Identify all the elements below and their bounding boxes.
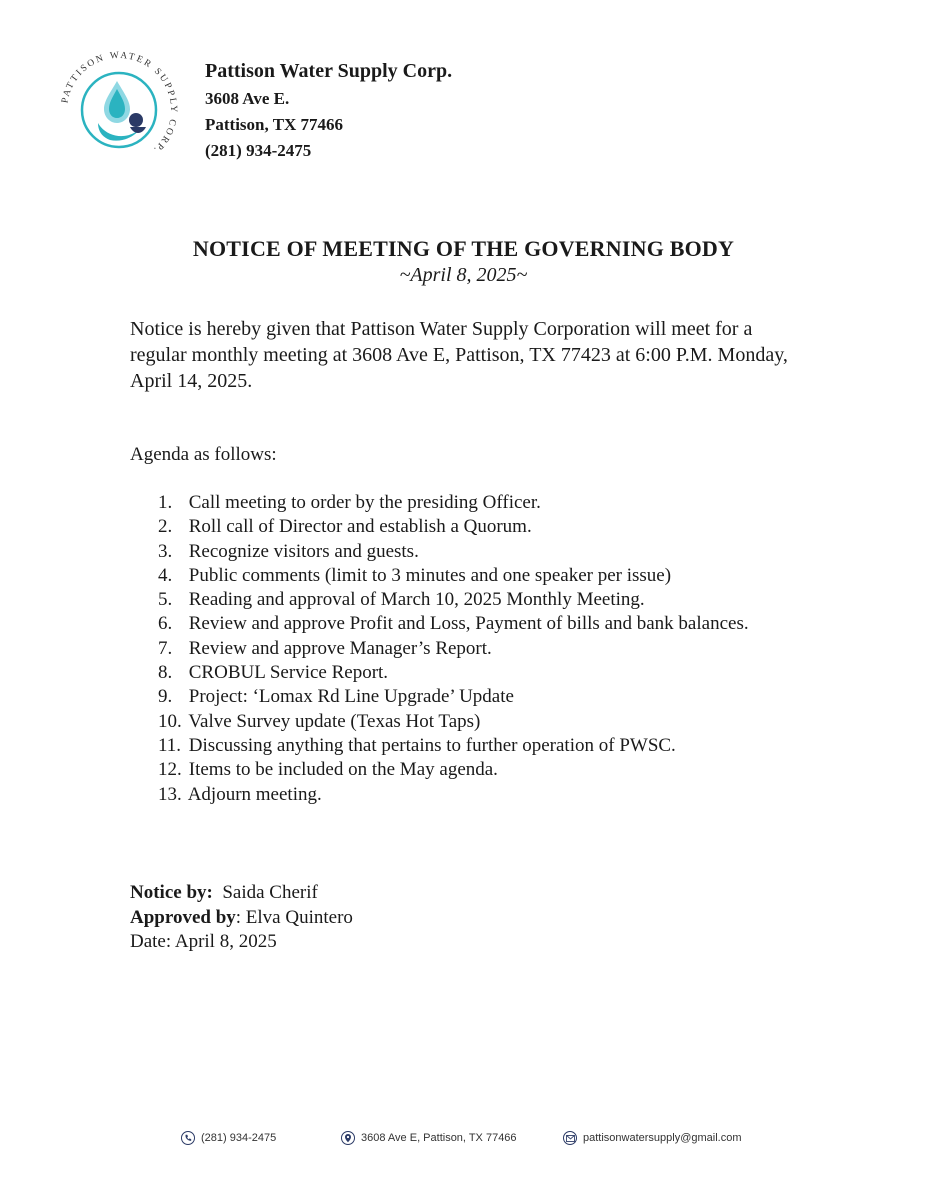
agenda-item-number: 9. <box>158 686 173 708</box>
agenda-item-text: Valve Survey update (Texas Hot Taps) <box>188 710 481 732</box>
agenda-item-text: Roll call of Director and establish a Quorum. <box>188 516 532 538</box>
agenda-item-text: Items to be included on the May agenda. <box>188 759 498 781</box>
agenda-label: Agenda as follows: <box>130 444 277 465</box>
notice-by-label: Notice by: <box>130 882 213 903</box>
agenda-item-number: 2. <box>158 516 173 538</box>
notice-date: ~April 8, 2025~ <box>399 264 528 286</box>
agenda-item <box>158 661 749 685</box>
agenda-item <box>158 758 749 782</box>
logo-ring-text: PATTISON WATER SUPPLY CORP. <box>60 50 179 156</box>
agenda-item-text: Recognize visitors and guests. <box>188 540 419 562</box>
org-name: Pattison Water Supply Corp. <box>205 60 453 82</box>
agenda-item <box>158 734 749 758</box>
agenda-item <box>158 637 749 661</box>
agenda-item-text: Call meeting to order by the presiding Officer. <box>188 492 541 513</box>
logo-graphic <box>54 45 184 175</box>
agenda-item <box>158 710 749 734</box>
agenda-item <box>158 685 749 709</box>
agenda-item <box>158 783 749 807</box>
phone-icon <box>181 1131 195 1145</box>
agenda-item-text: Adjourn meeting. <box>187 783 322 805</box>
footer-address <box>341 1131 517 1145</box>
agenda-item <box>158 515 749 539</box>
footer-phone-text: (281) 934-2475 <box>201 1132 277 1144</box>
agenda-item-text: Review and approve Profit and Loss, Payment of bills and bank balances. <box>188 613 749 635</box>
notice-by-row <box>130 881 353 906</box>
agenda-item <box>158 491 749 515</box>
agenda-item-number: 4. <box>158 564 173 586</box>
signature-date: Date: April 8, 2025 <box>130 931 277 952</box>
agenda-item-number: 13. <box>158 783 182 805</box>
org-address-line1: 3608 Ave E. <box>205 89 290 108</box>
agenda-item-number: 1. <box>158 492 173 513</box>
mail-icon <box>563 1131 577 1145</box>
notice-by-name: Saida Cherif <box>222 882 318 903</box>
agenda-item-text: Review and approve Manager’s Report. <box>188 637 492 659</box>
agenda-item-number: 5. <box>158 589 173 611</box>
agenda-item-number: 11. <box>158 734 182 756</box>
signature-block <box>130 881 353 955</box>
agenda-item-text: Project: ‘Lomax Rd Line Upgrade’ Update <box>188 686 514 708</box>
agenda-item-number: 6. <box>158 613 173 635</box>
footer-address-text: 3608 Ave E, Pattison, TX 77466 <box>361 1132 517 1144</box>
org-phone: (281) 934-2475 <box>205 141 312 160</box>
letterhead <box>205 56 452 164</box>
agenda-item-number: 3. <box>158 540 173 562</box>
footer <box>0 1131 927 1151</box>
org-address-line2: Pattison, TX 77466 <box>205 115 344 134</box>
agenda-item-number: 10. <box>158 710 182 732</box>
approved-by-row <box>130 906 353 931</box>
agenda-item-number: 8. <box>158 662 173 684</box>
agenda-item-text: Discussing anything that pertains to further operation of PWSC. <box>188 734 676 756</box>
agenda-item <box>158 612 749 636</box>
agenda-item <box>158 540 749 564</box>
agenda-item-number: 7. <box>158 637 173 659</box>
logo <box>54 45 184 175</box>
approved-by-name: : Elva Quintero <box>235 906 353 928</box>
agenda-item <box>158 564 749 588</box>
agenda-item-text: Public comments (limit to 3 minutes and one speaker per issue) <box>188 564 672 586</box>
footer-phone <box>181 1131 276 1145</box>
footer-email <box>563 1131 742 1145</box>
notice-title: NOTICE OF MEETING OF THE GOVERNING BODY <box>192 236 735 261</box>
agenda-list <box>158 491 749 807</box>
approved-by-label: Approved by <box>130 906 236 928</box>
location-pin-icon <box>341 1131 355 1145</box>
notice-intro: Notice is hereby given that Pattison Water Supply Corporation will meet for a regular monthly meeting at 3608 Ave E, Pattison, TX 77423 at 6:00 P.M. Monday, April 14, 2025. <box>130 318 788 392</box>
agenda-item-text: Reading and approval of March 10, 2025 Monthly Meeting. <box>188 589 645 611</box>
agenda-item-text: CROBUL Service Report. <box>188 662 389 684</box>
footer-email-text: pattisonwatersupply@gmail.com <box>583 1132 742 1144</box>
agenda-item-number: 12. <box>158 759 182 781</box>
agenda-item <box>158 588 749 612</box>
